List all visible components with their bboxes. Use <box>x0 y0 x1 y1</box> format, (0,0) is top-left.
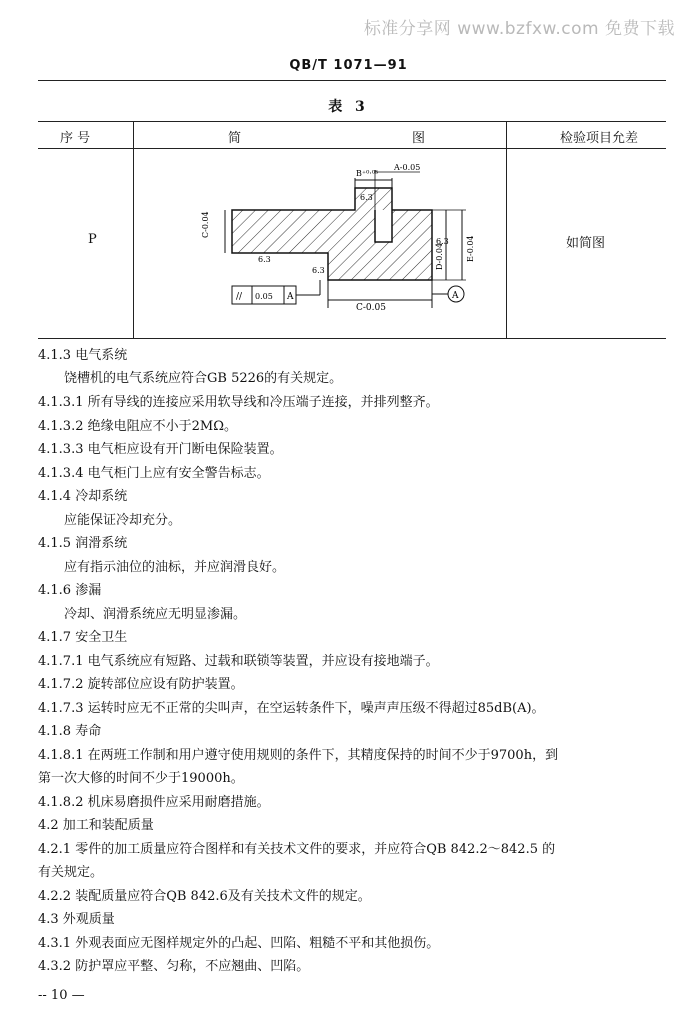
watermark: 标准分享网 www.bzfxw.com 免费下载 <box>363 19 675 39</box>
dim-left: C-0.04 <box>201 211 210 238</box>
para: 应能保证冷却充分。 <box>38 513 182 528</box>
ra-mid: 6.3 <box>312 266 325 275</box>
table-col-divider-2 <box>506 121 507 339</box>
part-section <box>232 188 432 280</box>
para: 冷却、润滑系统应无明显渗漏。 <box>38 607 247 622</box>
para: 4.1.7.2 旋转部位应设有防护装置。 <box>38 677 244 692</box>
header-rule <box>38 80 666 81</box>
header-tolerance: 检验项目允差 <box>560 131 639 146</box>
table-bottom-rule <box>38 338 666 339</box>
dim-far-right: E-0.04 <box>466 235 475 262</box>
table-col-divider-1 <box>133 121 134 339</box>
para: 4.2 加工和装配质量 <box>38 818 154 833</box>
para: 4.3 外观质量 <box>38 912 115 927</box>
para: 4.1.3 电气系统 <box>38 348 128 363</box>
table-title: 表 3 <box>328 99 369 115</box>
datum-circle-label: A <box>452 291 459 301</box>
para: 4.1.8 寿命 <box>38 724 102 739</box>
header-seq: 序 号 <box>60 131 91 146</box>
para: 有关规定。 <box>38 865 104 880</box>
para: 4.1.3.2 绝缘电阻应不小于2MΩ。 <box>38 419 237 434</box>
para: 第一次大修的时间不少于19000h。 <box>38 771 244 786</box>
para: 饶槽机的电气系统应符合GB 5226的有关规定。 <box>38 371 343 386</box>
row-id: P <box>88 232 97 247</box>
dim-bottom: C-0.05 <box>356 303 386 313</box>
slot <box>375 210 392 242</box>
page-number: -- 10 — <box>38 988 85 1003</box>
para: 4.1.8.2 机床易磨损件应采用耐磨措施。 <box>38 795 270 810</box>
para: 4.3.1 外观表面应无图样规定外的凸起、凹陷、粗糙不平和其他损伤。 <box>38 936 440 951</box>
dim-a: A-0.05 <box>394 163 421 172</box>
fcf-datum: A <box>287 292 294 302</box>
para: 4.1.7.1 电气系统应有短路、过载和联锁等装置，并应设有接地端子。 <box>38 654 439 669</box>
header-jian: 简 <box>228 131 242 146</box>
row-tolerance: 如简图 <box>566 236 606 251</box>
para: 4.1.8.1 在两班工作制和用户遵守使用规则的条件下，其精度保持的时间不少于9700h，到 <box>38 748 559 763</box>
para: 4.1.4 冷却系统 <box>38 489 128 504</box>
para: 4.1.3.1 所有导线的连接应采用软导线和冷压端子连接，并排列整齐。 <box>38 395 439 410</box>
para: 4.1.7.3 运转时应无不正常的尖叫声，在空运转条件下，噪声声压级不得超过85dB(A)。 <box>38 701 545 716</box>
para: 4.1.3.4 电气柜门上应有安全警告标志。 <box>38 466 270 481</box>
dim-b: B⁺⁰·⁰⁵ <box>356 169 379 178</box>
ra-right: 6.3 <box>436 237 449 246</box>
para: 4.1.5 润滑系统 <box>38 536 128 551</box>
standard-code: QB/T 1071—91 <box>289 58 408 73</box>
para: 应有指示油位的油标，并应润滑良好。 <box>38 560 286 575</box>
para: 4.1.6 渗漏 <box>38 583 102 598</box>
para: 4.2.1 零件的加工质量应符合图样和有关技术文件的要求，并应符合QB 842.2～842.5 的 <box>38 842 556 857</box>
para: 4.2.2 装配质量应符合QB 842.6及有关技术文件的规定。 <box>38 889 371 904</box>
para: 4.3.2 防护罩应平整、匀称，不应翘曲、凹陷。 <box>38 959 310 974</box>
ra-top: 6.3 <box>360 193 373 202</box>
dim-right: D-0.04 <box>435 242 444 270</box>
ra-left: 6.3 <box>258 255 271 264</box>
fcf-symbol: // <box>236 292 243 302</box>
profile-diagram <box>180 158 480 333</box>
header-tu: 图 <box>412 131 426 146</box>
para: 4.1.3.3 电气柜应设有开门断电保险装置。 <box>38 442 283 457</box>
fcf-value: 0.05 <box>255 292 273 301</box>
body-text <box>38 346 666 976</box>
para: 4.1.7 安全卫生 <box>38 630 128 645</box>
